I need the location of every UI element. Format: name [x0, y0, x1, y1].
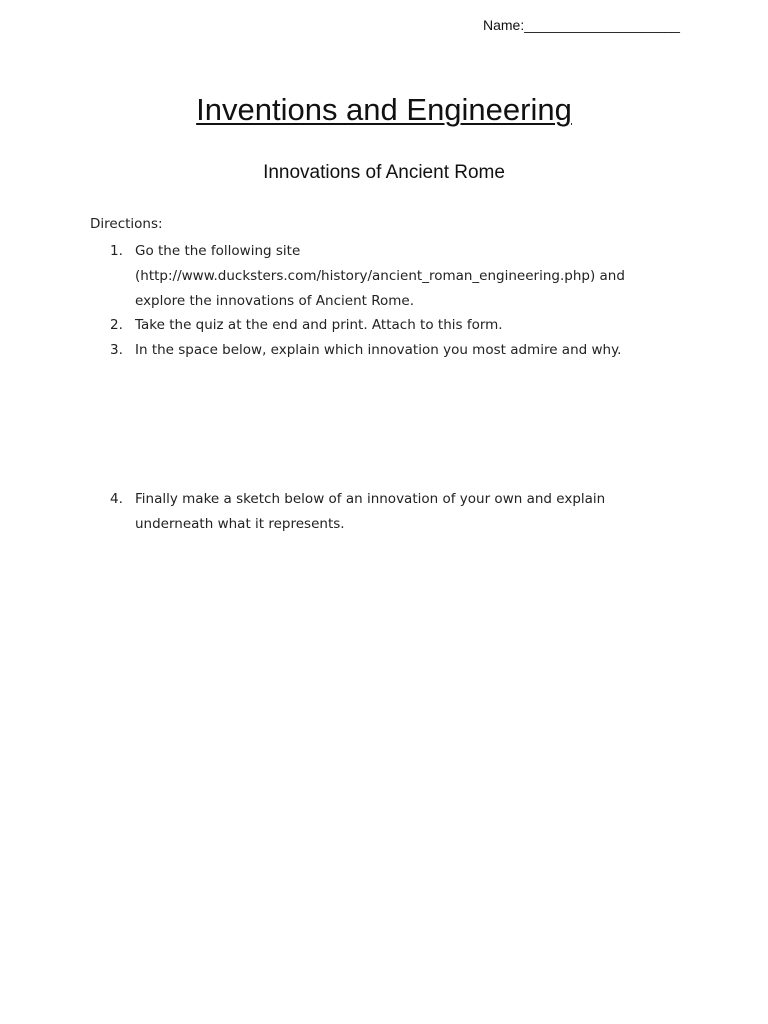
- direction-line: Take the quiz at the end and print. Attach to this form.: [135, 317, 503, 333]
- direction-text: [135, 313, 503, 338]
- direction-line: underneath what it represents.: [135, 516, 345, 532]
- direction-text: [135, 487, 605, 537]
- direction-text: [135, 239, 625, 314]
- page-title: Inventions and Engineering: [196, 92, 572, 127]
- direction-line-link: (http://www.ducksters.com/history/ancient_roman_engineering.php) and: [135, 268, 625, 284]
- direction-number: 1.: [110, 243, 123, 259]
- direction-line: Finally make a sketch below of an innovation of your own and explain: [135, 491, 606, 507]
- directions-heading: Directions:: [90, 216, 163, 232]
- direction-text: [135, 338, 621, 363]
- name-field-label: Name:____________________: [483, 17, 680, 33]
- direction-number: 2.: [110, 317, 123, 333]
- direction-line: Go the the following site: [135, 243, 301, 259]
- direction-number: 4.: [110, 491, 123, 507]
- direction-line: In the space below, explain which innovation you most admire and why.: [135, 342, 622, 358]
- page-subtitle: Innovations of Ancient Rome: [263, 162, 505, 183]
- direction-line: explore the innovations of Ancient Rome.: [135, 293, 414, 309]
- direction-number: 3.: [110, 342, 123, 358]
